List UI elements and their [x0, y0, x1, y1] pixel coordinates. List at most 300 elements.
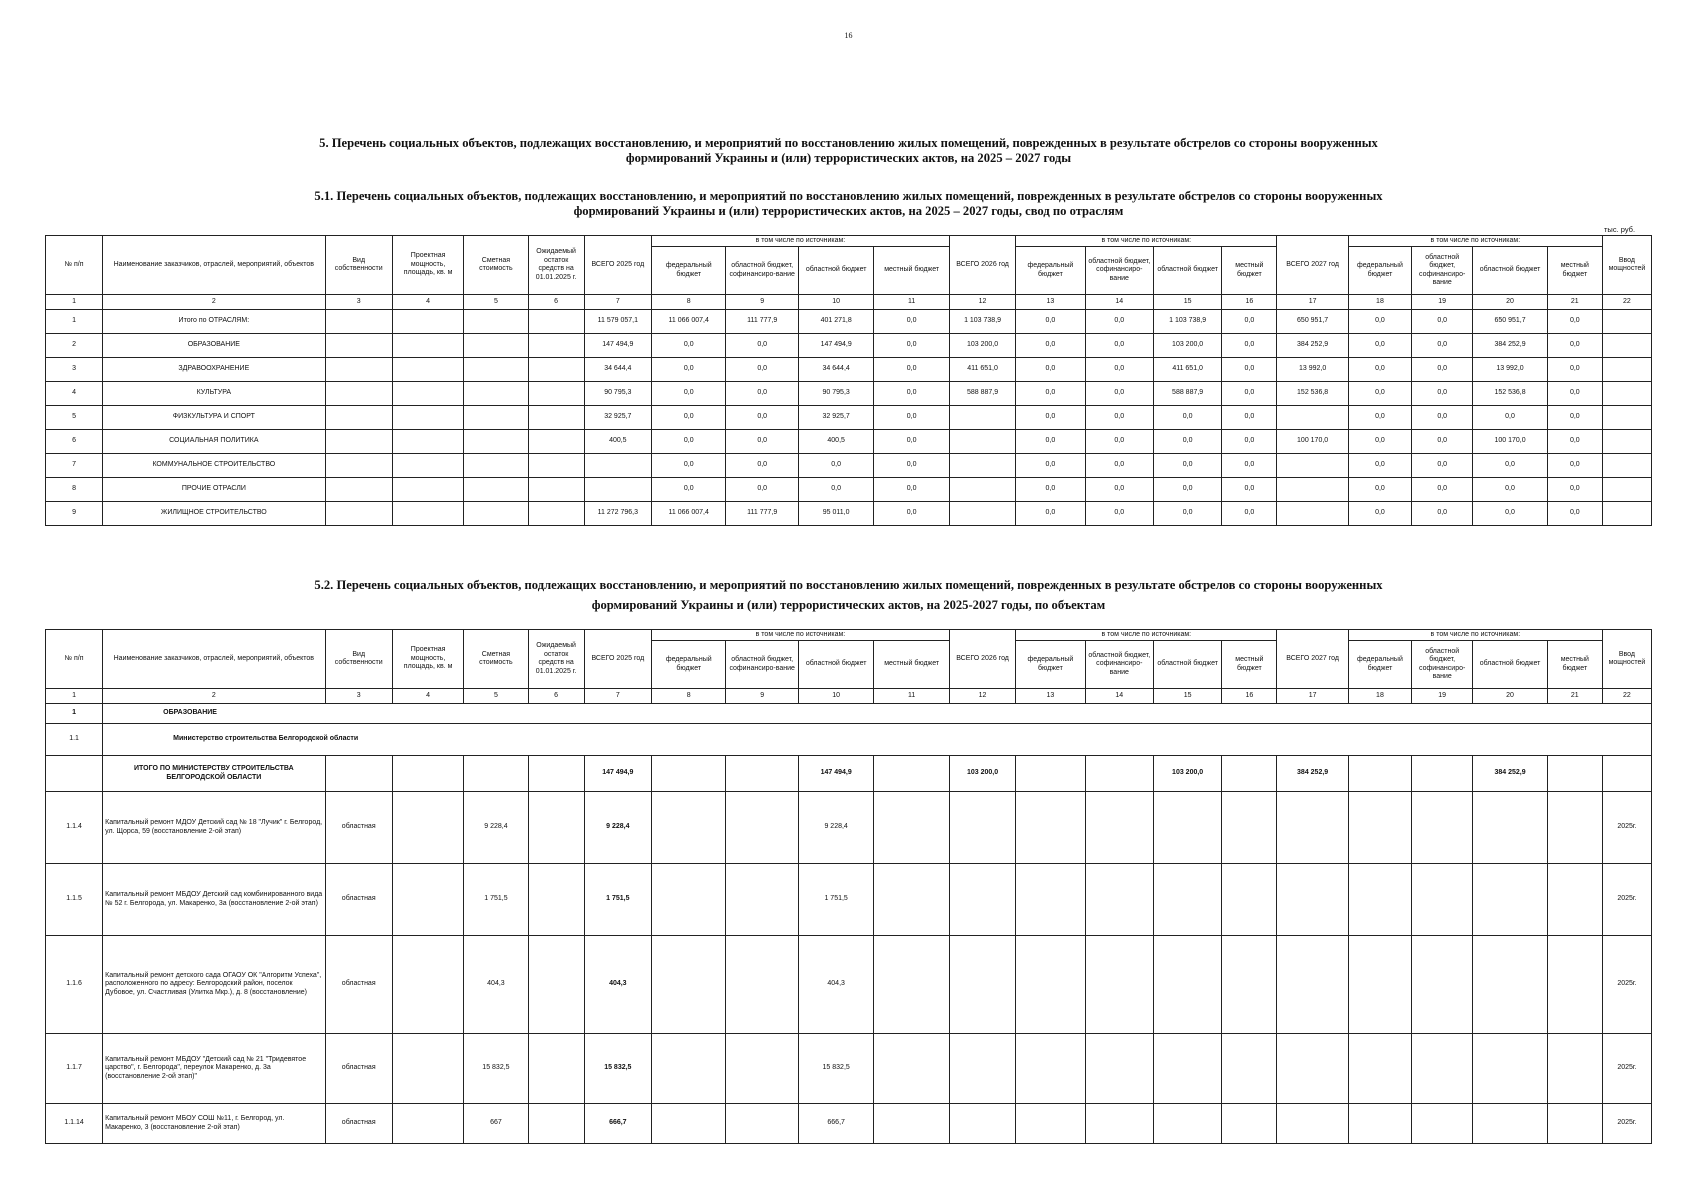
table-cell: 0,0 [1016, 358, 1085, 382]
table-cell: 0,0 [1222, 334, 1277, 358]
table-cell [1153, 936, 1221, 1034]
row-number: 9 [46, 502, 103, 526]
table-cell: 0,0 [1085, 334, 1153, 358]
header-total-2026: ВСЕГО 2026 год [949, 236, 1015, 295]
table-cell [1277, 936, 1348, 1034]
table-cell: 404,3 [584, 936, 651, 1034]
column-number: 1 [46, 689, 103, 704]
table-cell: 147 494,9 [798, 756, 874, 792]
table-cell [528, 310, 584, 334]
table-cell [652, 792, 726, 864]
table-cell [392, 1104, 463, 1144]
unit-label: тыс. руб. [1604, 225, 1636, 234]
table-cell: 0,0 [1016, 382, 1085, 406]
table-cell [1547, 1104, 1602, 1144]
table-cell [528, 502, 584, 526]
column-number: 6 [528, 295, 584, 310]
header-regional: областной бюджет [1153, 247, 1221, 295]
table-cell: 15 832,5 [798, 1034, 874, 1104]
table-cell [392, 406, 463, 430]
table-cell [392, 430, 463, 454]
table-cell: 34 644,4 [584, 358, 651, 382]
table-row [46, 430, 1652, 454]
table-cell: 0,0 [652, 334, 726, 358]
table-cell: областная [325, 936, 392, 1034]
header-ownership: Вид собственности [325, 236, 392, 295]
table-cell [464, 382, 528, 406]
table-cell [1016, 1104, 1085, 1144]
row-name: ПРОЧИЕ ОТРАСЛИ [103, 478, 325, 502]
header-federal: федеральный бюджет [1348, 641, 1411, 689]
object-number: 1.1.5 [46, 864, 103, 936]
column-number: 2 [103, 689, 325, 704]
table-cell: 384 252,9 [1277, 334, 1348, 358]
table-cell [1277, 478, 1348, 502]
subsection-name: Министерство строительства Белгородской области [103, 724, 1652, 756]
table-cell: 0,0 [1016, 310, 1085, 334]
column-number: 8 [652, 295, 726, 310]
table-cell: 103 200,0 [949, 756, 1015, 792]
column-number: 15 [1153, 295, 1221, 310]
table-cell [1412, 792, 1473, 864]
header-regional: областной бюджет [1153, 641, 1221, 689]
table-cell [325, 756, 392, 792]
table-cell [1085, 1104, 1153, 1144]
header-num: № п/п [46, 236, 103, 295]
header-commissioning: Ввод мощностей [1602, 630, 1651, 689]
table-cell: 0,0 [1412, 382, 1473, 406]
table-cell [392, 792, 463, 864]
column-number: 7 [584, 689, 651, 704]
row-number: 2 [46, 334, 103, 358]
row-number: 7 [46, 454, 103, 478]
table-cell: 0,0 [1222, 406, 1277, 430]
table-cell: 13 992,0 [1277, 358, 1348, 382]
header-regional: областной бюджет [1473, 247, 1547, 295]
table-cell: 1 751,5 [584, 864, 651, 936]
table-cell: 667 [464, 1104, 528, 1144]
table-cell [464, 502, 528, 526]
column-number: 10 [798, 295, 874, 310]
table-row [46, 382, 1652, 406]
header-local: местный бюджет [1547, 641, 1602, 689]
table-cell: 32 925,7 [584, 406, 651, 430]
table-cell: 0,0 [652, 382, 726, 406]
table-cell: 34 644,4 [798, 358, 874, 382]
header-total-2027: ВСЕГО 2027 год [1277, 630, 1348, 689]
table-cell [392, 864, 463, 936]
table-cell: 95 011,0 [798, 502, 874, 526]
column-number: 11 [874, 295, 950, 310]
object-number: 1.1.14 [46, 1104, 103, 1144]
table-cell [1602, 382, 1651, 406]
header-remaining: Ожидаемый остаток средств на 01.01.2025 г. [528, 236, 584, 295]
table-cell [1348, 1104, 1411, 1144]
column-number: 18 [1348, 295, 1411, 310]
table-cell: 111 777,9 [726, 310, 798, 334]
table-cell [392, 454, 463, 478]
table-cell: 0,0 [1547, 358, 1602, 382]
table-cell [1547, 864, 1602, 936]
table-cell [528, 478, 584, 502]
table-cell [1277, 406, 1348, 430]
table-cell: 15 832,5 [584, 1034, 651, 1104]
table-cell [325, 382, 392, 406]
table-cell [1348, 792, 1411, 864]
table-cell: 11 579 057,1 [584, 310, 651, 334]
table-cell: 0,0 [1547, 310, 1602, 334]
row-name: ФИЗКУЛЬТУРА И СПОРТ [103, 406, 325, 430]
table-cell [1016, 936, 1085, 1034]
object-row [46, 1034, 1652, 1104]
column-number: 3 [325, 295, 392, 310]
table-cell [1016, 864, 1085, 936]
table-cell [949, 1034, 1015, 1104]
ministry-total-row [46, 756, 1652, 792]
table-cell [1085, 864, 1153, 936]
table-cell: 0,0 [1085, 454, 1153, 478]
table-row [46, 406, 1652, 430]
column-number: 21 [1547, 689, 1602, 704]
table-cell [1085, 936, 1153, 1034]
table-cell: 0,0 [1085, 406, 1153, 430]
table-cell: 0,0 [1547, 454, 1602, 478]
table-cell [1412, 756, 1473, 792]
table-cell [1085, 1034, 1153, 1104]
column-number: 8 [652, 689, 726, 704]
header-commissioning: Ввод мощностей [1602, 236, 1651, 295]
header-total-2027: ВСЕГО 2027 год [1277, 236, 1348, 295]
table-cell: 0,0 [1085, 478, 1153, 502]
header-sources-2027: в том числе по источникам: [1348, 630, 1602, 641]
table-cell: 0,0 [1222, 430, 1277, 454]
table-cell: 0,0 [874, 502, 950, 526]
object-name: Капитальный ремонт детского сада ОГАОУ ОК "Алгоритм Успеха", расположенного по адресу: Белгородский район, поселок Дубовое, ул. Счастливая (Улитка Мкр.), д. 8 (восстановление) [103, 936, 325, 1034]
subsection-row [46, 724, 1652, 756]
table-cell [584, 454, 651, 478]
header-regional: областной бюджет [1473, 641, 1547, 689]
table-cell [464, 406, 528, 430]
table-cell [726, 864, 798, 936]
header-regional-cofin: областной бюджет, софинансиро-вание [1412, 247, 1473, 295]
table-cell: 0,0 [1153, 478, 1221, 502]
column-number: 13 [1016, 295, 1085, 310]
row-name: КОММУНАЛЬНОЕ СТРОИТЕЛЬСТВО [103, 454, 325, 478]
table-cell: 0,0 [1085, 502, 1153, 526]
table-cell [726, 756, 798, 792]
table-cell: 0,0 [1085, 358, 1153, 382]
table-cell: 400,5 [584, 430, 651, 454]
table-cell [726, 1104, 798, 1144]
table-cell [325, 454, 392, 478]
header-estimate: Сметная стоимость [464, 236, 528, 295]
table-cell: 0,0 [726, 430, 798, 454]
table-cell: 0,0 [1348, 478, 1411, 502]
column-number: 18 [1348, 689, 1411, 704]
table-cell: 0,0 [1016, 430, 1085, 454]
column-number: 5 [464, 689, 528, 704]
table-cell: 100 170,0 [1277, 430, 1348, 454]
table-cell: 0,0 [1348, 502, 1411, 526]
header-sources-2025: в том числе по источникам: [652, 236, 950, 247]
table-cell [325, 478, 392, 502]
row-number [46, 756, 103, 792]
column-number: 2 [103, 295, 325, 310]
table-cell: 0,0 [1547, 382, 1602, 406]
column-number: 19 [1412, 689, 1473, 704]
object-row [46, 1104, 1652, 1144]
table-cell: 0,0 [874, 478, 950, 502]
header-local: местный бюджет [874, 247, 950, 295]
column-number: 19 [1412, 295, 1473, 310]
table-cell: 0,0 [1348, 310, 1411, 334]
table-cell [1412, 1104, 1473, 1144]
object-name: Капитальный ремонт МБДОУ Детский сад комбинированного вида № 52 г. Белгорода, ул. Макаренко, 3а (восстановление 2-ой этап) [103, 864, 325, 936]
table-cell [528, 936, 584, 1034]
table-cell [1602, 478, 1651, 502]
header-regional: областной бюджет [798, 641, 874, 689]
table-cell: 0,0 [1016, 478, 1085, 502]
table-cell: 103 200,0 [1153, 334, 1221, 358]
table-cell: 0,0 [652, 358, 726, 382]
header-regional-cofin: областной бюджет, софинансиро-вание [726, 247, 798, 295]
table-cell [1348, 864, 1411, 936]
table-cell [392, 310, 463, 334]
table-cell [1277, 1034, 1348, 1104]
table-cell: 0,0 [1016, 334, 1085, 358]
table-cell: 147 494,9 [584, 334, 651, 358]
table-cell: 0,0 [1412, 478, 1473, 502]
table-cell: 0,0 [1016, 502, 1085, 526]
table-cell [1222, 936, 1277, 1034]
column-number: 4 [392, 689, 463, 704]
header-federal: федеральный бюджет [652, 641, 726, 689]
header-sources-2026: в том числе по источникам: [1016, 236, 1277, 247]
table-cell: 1 751,5 [464, 864, 528, 936]
table-cell: 11 066 007,4 [652, 502, 726, 526]
column-number: 6 [528, 689, 584, 704]
table-cell [1277, 792, 1348, 864]
table-cell: 1 751,5 [798, 864, 874, 936]
table-cell: 0,0 [1153, 502, 1221, 526]
table-cell: 384 252,9 [1473, 334, 1547, 358]
table-cell: 0,0 [1348, 358, 1411, 382]
table-cell: 400,5 [798, 430, 874, 454]
table-cell [528, 454, 584, 478]
table-cell [325, 334, 392, 358]
table-cell [949, 430, 1015, 454]
table-cell: 0,0 [1412, 430, 1473, 454]
table-cell: 0,0 [1412, 334, 1473, 358]
table-cell [1547, 1034, 1602, 1104]
table-cell: 666,7 [798, 1104, 874, 1144]
column-number: 3 [325, 689, 392, 704]
table-row [46, 478, 1652, 502]
header-local: местный бюджет [1222, 641, 1277, 689]
section-52-title-line-2: формирований Украины и (или) террористических актов, на 2025-2027 годы, по объектам [591, 598, 1106, 612]
table-row [46, 358, 1652, 382]
table-cell [1473, 1034, 1547, 1104]
table-cell: 90 795,3 [798, 382, 874, 406]
table-cell [1547, 792, 1602, 864]
table-cell [1473, 1104, 1547, 1144]
table-cell [949, 406, 1015, 430]
table-cell: 0,0 [1348, 334, 1411, 358]
table-cell [874, 936, 950, 1034]
header-federal: федеральный бюджет [1348, 247, 1411, 295]
table-cell [949, 502, 1015, 526]
section-name: ОБРАЗОВАНИЕ [103, 704, 1652, 724]
table-cell: 13 992,0 [1473, 358, 1547, 382]
table-cell [528, 430, 584, 454]
table-cell: 152 536,8 [1473, 382, 1547, 406]
table-cell [1348, 936, 1411, 1034]
table-cell: 2025г. [1602, 864, 1651, 936]
header-local: местный бюджет [1222, 247, 1277, 295]
table-cell [652, 1104, 726, 1144]
table-cell: 2025г. [1602, 1034, 1651, 1104]
table-cell: 666,7 [584, 1104, 651, 1144]
table-cell: областная [325, 1034, 392, 1104]
table-cell [949, 864, 1015, 936]
object-number: 1.1.7 [46, 1034, 103, 1104]
table-cell [1348, 756, 1411, 792]
header-regional-cofin: областной бюджет, софинансиро-вание [1412, 641, 1473, 689]
section-52-title-line-1: 5.2. Перечень социальных объектов, подлежащих восстановлению, и мероприятий по восстановлению жилых помещений, поврежденных в результате обстрелов со стороны вооруженных [314, 578, 1383, 592]
table-cell [1602, 406, 1651, 430]
header-sources-2026: в том числе по источникам: [1016, 630, 1277, 641]
table-cell: 15 832,5 [464, 1034, 528, 1104]
subsection-number: 1.1 [46, 724, 103, 756]
table-cell [392, 382, 463, 406]
table-cell: 0,0 [1547, 430, 1602, 454]
table-cell [325, 502, 392, 526]
table-cell: 411 651,0 [949, 358, 1015, 382]
table-cell [1153, 1104, 1221, 1144]
table-cell [1085, 792, 1153, 864]
table-cell: 404,3 [464, 936, 528, 1034]
section-row [46, 704, 1652, 724]
table-cell: 588 887,9 [1153, 382, 1221, 406]
table-cell: 0,0 [1222, 454, 1277, 478]
header-local: местный бюджет [1547, 247, 1602, 295]
table-cell: 0,0 [874, 454, 950, 478]
table-cell [1016, 756, 1085, 792]
object-name: Капитальный ремонт МБОУ СОШ №11, г. Белгород, ул. Макаренко, 3 (восстановление 2-ой этап) [103, 1104, 325, 1144]
table-cell [874, 1104, 950, 1144]
table-cell [528, 792, 584, 864]
table-cell: 0,0 [1473, 454, 1547, 478]
table-cell: 0,0 [1085, 382, 1153, 406]
table-cell [949, 936, 1015, 1034]
column-number: 15 [1153, 689, 1221, 704]
table-cell: 0,0 [1412, 502, 1473, 526]
column-number: 16 [1222, 689, 1277, 704]
table-cell [1473, 864, 1547, 936]
table-cell: 0,0 [1348, 454, 1411, 478]
table-cell: 0,0 [726, 358, 798, 382]
table-cell: 0,0 [1412, 310, 1473, 334]
column-number: 22 [1602, 689, 1651, 704]
table-cell [1277, 1104, 1348, 1144]
row-number: 1 [46, 310, 103, 334]
table-cell [1547, 936, 1602, 1034]
header-regional: областной бюджет [798, 247, 874, 295]
table-cell [1277, 502, 1348, 526]
table-cell [1602, 310, 1651, 334]
table-cell [464, 756, 528, 792]
table-cell [392, 358, 463, 382]
table-cell [584, 478, 651, 502]
table-cell: 0,0 [1222, 502, 1277, 526]
column-number: 11 [874, 689, 950, 704]
table-cell [1602, 454, 1651, 478]
header-name: Наименование заказчиков, отраслей, мероприятий, объектов [103, 630, 325, 689]
table-cell [1602, 430, 1651, 454]
table-cell [652, 1034, 726, 1104]
table-cell: 401 271,8 [798, 310, 874, 334]
table-cell: 0,0 [1085, 310, 1153, 334]
column-number: 12 [949, 689, 1015, 704]
object-number: 1.1.6 [46, 936, 103, 1034]
header-capacity: Проектная мощность, площадь, кв. м [392, 236, 463, 295]
table-cell: 9 228,4 [584, 792, 651, 864]
table-cell [1412, 1034, 1473, 1104]
table-cell: 103 200,0 [1153, 756, 1221, 792]
table-cell: 11 066 007,4 [652, 310, 726, 334]
table-cell: 0,0 [652, 430, 726, 454]
header-regional-cofin: областной бюджет, софинансиро-вание [1085, 641, 1153, 689]
table-cell [1412, 864, 1473, 936]
table-cell [1602, 334, 1651, 358]
table-cell: 0,0 [874, 310, 950, 334]
table-cell: 0,0 [652, 478, 726, 502]
table-cell [874, 864, 950, 936]
table-cell: 103 200,0 [949, 334, 1015, 358]
table-cell: 32 925,7 [798, 406, 874, 430]
table-cell: 0,0 [652, 406, 726, 430]
object-row [46, 792, 1652, 864]
table-cell [1348, 1034, 1411, 1104]
table-cell [325, 358, 392, 382]
table-cell: 0,0 [726, 382, 798, 406]
table-cell: 0,0 [1547, 478, 1602, 502]
table-cell: 11 272 796,3 [584, 502, 651, 526]
table-cell: 1 103 738,9 [1153, 310, 1221, 334]
table-cell: 0,0 [1222, 310, 1277, 334]
table-cell [392, 936, 463, 1034]
column-number: 20 [1473, 689, 1547, 704]
table-row [46, 502, 1652, 526]
table-cell [949, 454, 1015, 478]
row-number: 3 [46, 358, 103, 382]
table-cell [528, 864, 584, 936]
table-cell [528, 1034, 584, 1104]
table-cell [1473, 936, 1547, 1034]
main-title-line-2: формирований Украины и (или) террористических актов, на 2025 – 2027 годы [625, 151, 1072, 165]
table-cell [652, 936, 726, 1034]
table-cell [1222, 864, 1277, 936]
column-number: 5 [464, 295, 528, 310]
table-cell [726, 936, 798, 1034]
table-cell [392, 334, 463, 358]
table-cell [464, 358, 528, 382]
column-number: 13 [1016, 689, 1085, 704]
column-number: 9 [726, 689, 798, 704]
table-cell: 650 951,7 [1473, 310, 1547, 334]
row-number: 4 [46, 382, 103, 406]
table-cell [464, 310, 528, 334]
